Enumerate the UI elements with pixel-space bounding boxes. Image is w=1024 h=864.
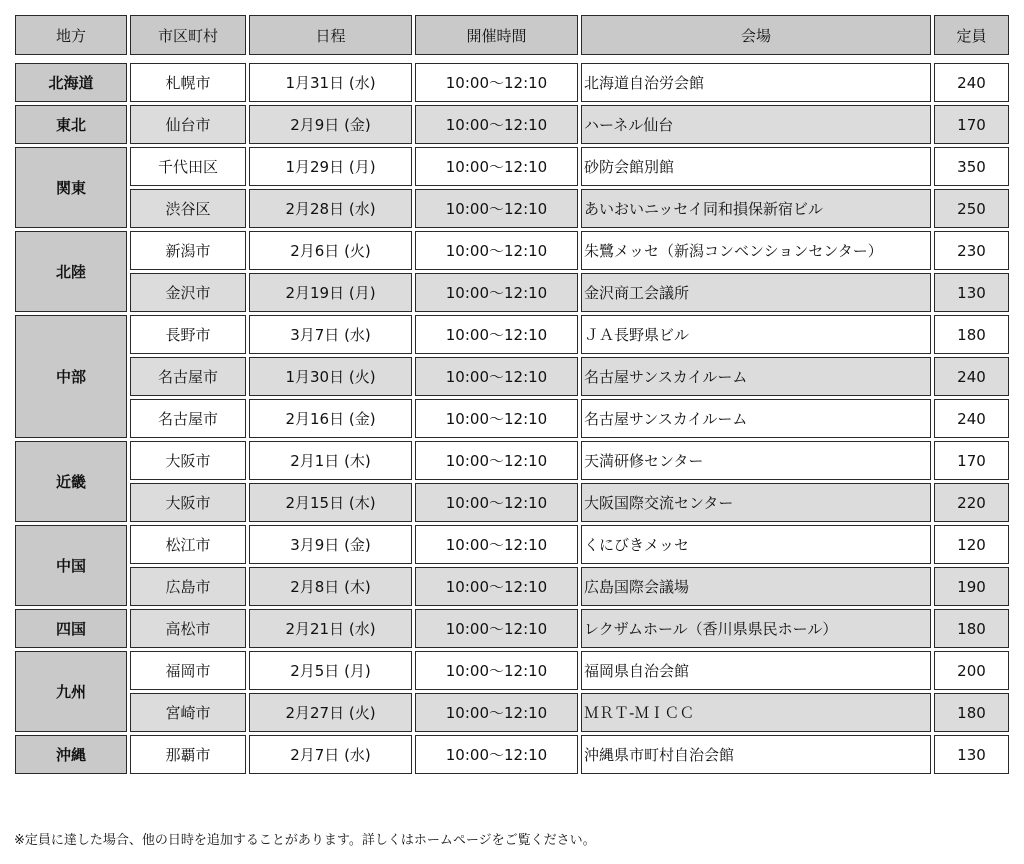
city-cell: 長野市 bbox=[130, 315, 246, 354]
capacity-cell: 130 bbox=[934, 735, 1009, 774]
time-cell: 10:00～12:10 bbox=[415, 567, 578, 606]
table-row bbox=[15, 105, 1009, 144]
table-row bbox=[15, 609, 1009, 648]
venue-cell: あいおいニッセイ同和損保新宿ビル bbox=[581, 189, 931, 228]
table-row bbox=[15, 693, 1009, 732]
footnote: ※定員に達した場合、他の日時を追加することがあります。詳しくはホームページをご覧ください。 bbox=[14, 833, 596, 848]
venue-cell: 名古屋サンスカイルーム bbox=[581, 399, 931, 438]
city-cell: 大阪市 bbox=[130, 483, 246, 522]
time-cell: 10:00～12:10 bbox=[415, 273, 578, 312]
table-row bbox=[15, 525, 1009, 564]
city-cell: 千代田区 bbox=[130, 147, 246, 186]
venue-cell: 金沢商工会議所 bbox=[581, 273, 931, 312]
city-cell: 新潟市 bbox=[130, 231, 246, 270]
time-cell: 10:00～12:10 bbox=[415, 147, 578, 186]
table-row bbox=[15, 399, 1009, 438]
capacity-cell: 180 bbox=[934, 315, 1009, 354]
capacity-cell: 220 bbox=[934, 483, 1009, 522]
capacity-cell: 120 bbox=[934, 525, 1009, 564]
venue-cell: くにびきメッセ bbox=[581, 525, 931, 564]
city-cell: 仙台市 bbox=[130, 105, 246, 144]
date-cell: 2月19日 (月) bbox=[249, 273, 412, 312]
venue-cell: 福岡県自治会館 bbox=[581, 651, 931, 690]
date-cell: 2月6日 (火) bbox=[249, 231, 412, 270]
date-cell: 2月27日 (火) bbox=[249, 693, 412, 732]
region-cell: 関東 bbox=[15, 147, 127, 228]
city-cell: 札幌市 bbox=[130, 63, 246, 102]
header-city: 市区町村 bbox=[130, 15, 246, 55]
city-cell: 名古屋市 bbox=[130, 357, 246, 396]
date-cell: 1月30日 (火) bbox=[249, 357, 412, 396]
table-row bbox=[15, 483, 1009, 522]
venue-cell: 北海道自治労会館 bbox=[581, 63, 931, 102]
capacity-cell: 130 bbox=[934, 273, 1009, 312]
city-cell: 大阪市 bbox=[130, 441, 246, 480]
header-region: 地方 bbox=[15, 15, 127, 55]
date-cell: 2月8日 (木) bbox=[249, 567, 412, 606]
venue-cell: 名古屋サンスカイルーム bbox=[581, 357, 931, 396]
region-cell: 東北 bbox=[15, 105, 127, 144]
capacity-cell: 200 bbox=[934, 651, 1009, 690]
city-cell: 松江市 bbox=[130, 525, 246, 564]
capacity-cell: 250 bbox=[934, 189, 1009, 228]
table-row bbox=[15, 441, 1009, 480]
date-cell: 1月31日 (水) bbox=[249, 63, 412, 102]
date-cell: 2月5日 (月) bbox=[249, 651, 412, 690]
header-time: 開催時間 bbox=[415, 15, 578, 55]
table-row bbox=[15, 567, 1009, 606]
city-cell: 那覇市 bbox=[130, 735, 246, 774]
capacity-cell: 240 bbox=[934, 357, 1009, 396]
venue-cell: 朱鷺メッセ（新潟コンベンションセンター） bbox=[581, 231, 931, 270]
time-cell: 10:00～12:10 bbox=[415, 651, 578, 690]
region-cell: 九州 bbox=[15, 651, 127, 732]
region-cell: 中部 bbox=[15, 315, 127, 438]
date-cell: 2月1日 (木) bbox=[249, 441, 412, 480]
header-gap bbox=[15, 58, 1009, 60]
region-cell: 四国 bbox=[15, 609, 127, 648]
date-cell: 3月7日 (水) bbox=[249, 315, 412, 354]
time-cell: 10:00～12:10 bbox=[415, 357, 578, 396]
capacity-cell: 170 bbox=[934, 441, 1009, 480]
date-cell: 2月15日 (木) bbox=[249, 483, 412, 522]
table-row bbox=[15, 651, 1009, 690]
date-cell: 2月21日 (水) bbox=[249, 609, 412, 648]
table-row bbox=[15, 189, 1009, 228]
table-row bbox=[15, 735, 1009, 774]
time-cell: 10:00～12:10 bbox=[415, 609, 578, 648]
date-cell: 2月7日 (水) bbox=[249, 735, 412, 774]
table-row bbox=[15, 357, 1009, 396]
date-cell: 2月16日 (金) bbox=[249, 399, 412, 438]
capacity-cell: 180 bbox=[934, 693, 1009, 732]
time-cell: 10:00～12:10 bbox=[415, 105, 578, 144]
venue-cell: ＭＲＴ-ＭＩＣＣ bbox=[581, 693, 931, 732]
venue-cell: 天満研修センター bbox=[581, 441, 931, 480]
time-cell: 10:00～12:10 bbox=[415, 441, 578, 480]
time-cell: 10:00～12:10 bbox=[415, 231, 578, 270]
seminar-schedule-table bbox=[12, 12, 1012, 777]
date-cell: 3月9日 (金) bbox=[249, 525, 412, 564]
header-date: 日程 bbox=[249, 15, 412, 55]
time-cell: 10:00～12:10 bbox=[415, 483, 578, 522]
time-cell: 10:00～12:10 bbox=[415, 315, 578, 354]
date-cell: 2月9日 (金) bbox=[249, 105, 412, 144]
venue-cell: 大阪国際交流センター bbox=[581, 483, 931, 522]
venue-cell: 広島国際会議場 bbox=[581, 567, 931, 606]
venue-cell: ハーネル仙台 bbox=[581, 105, 931, 144]
venue-cell: 砂防会館別館 bbox=[581, 147, 931, 186]
capacity-cell: 240 bbox=[934, 399, 1009, 438]
table-row bbox=[15, 231, 1009, 270]
capacity-cell: 240 bbox=[934, 63, 1009, 102]
city-cell: 宮崎市 bbox=[130, 693, 246, 732]
region-cell: 北海道 bbox=[15, 63, 127, 102]
date-cell: 1月29日 (月) bbox=[249, 147, 412, 186]
capacity-cell: 230 bbox=[934, 231, 1009, 270]
table-row bbox=[15, 147, 1009, 186]
venue-cell: ＪＡ長野県ビル bbox=[581, 315, 931, 354]
city-cell: 高松市 bbox=[130, 609, 246, 648]
region-cell: 北陸 bbox=[15, 231, 127, 312]
region-cell: 中国 bbox=[15, 525, 127, 606]
time-cell: 10:00～12:10 bbox=[415, 693, 578, 732]
capacity-cell: 180 bbox=[934, 609, 1009, 648]
time-cell: 10:00～12:10 bbox=[415, 63, 578, 102]
venue-cell: 沖縄県市町村自治会館 bbox=[581, 735, 931, 774]
header-venue: 会場 bbox=[581, 15, 931, 55]
table-row bbox=[15, 63, 1009, 102]
time-cell: 10:00～12:10 bbox=[415, 525, 578, 564]
time-cell: 10:00～12:10 bbox=[415, 735, 578, 774]
city-cell: 広島市 bbox=[130, 567, 246, 606]
capacity-cell: 350 bbox=[934, 147, 1009, 186]
region-cell: 沖縄 bbox=[15, 735, 127, 774]
schedule-table-container bbox=[12, 12, 1006, 777]
venue-cell: レクザムホール（香川県県民ホール） bbox=[581, 609, 931, 648]
city-cell: 金沢市 bbox=[130, 273, 246, 312]
table-header-row bbox=[15, 15, 1009, 55]
capacity-cell: 170 bbox=[934, 105, 1009, 144]
table-row bbox=[15, 273, 1009, 312]
date-cell: 2月28日 (水) bbox=[249, 189, 412, 228]
city-cell: 福岡市 bbox=[130, 651, 246, 690]
time-cell: 10:00～12:10 bbox=[415, 189, 578, 228]
table-row bbox=[15, 315, 1009, 354]
time-cell: 10:00～12:10 bbox=[415, 399, 578, 438]
region-cell: 近畿 bbox=[15, 441, 127, 522]
city-cell: 渋谷区 bbox=[130, 189, 246, 228]
city-cell: 名古屋市 bbox=[130, 399, 246, 438]
header-capacity: 定員 bbox=[934, 15, 1009, 55]
capacity-cell: 190 bbox=[934, 567, 1009, 606]
